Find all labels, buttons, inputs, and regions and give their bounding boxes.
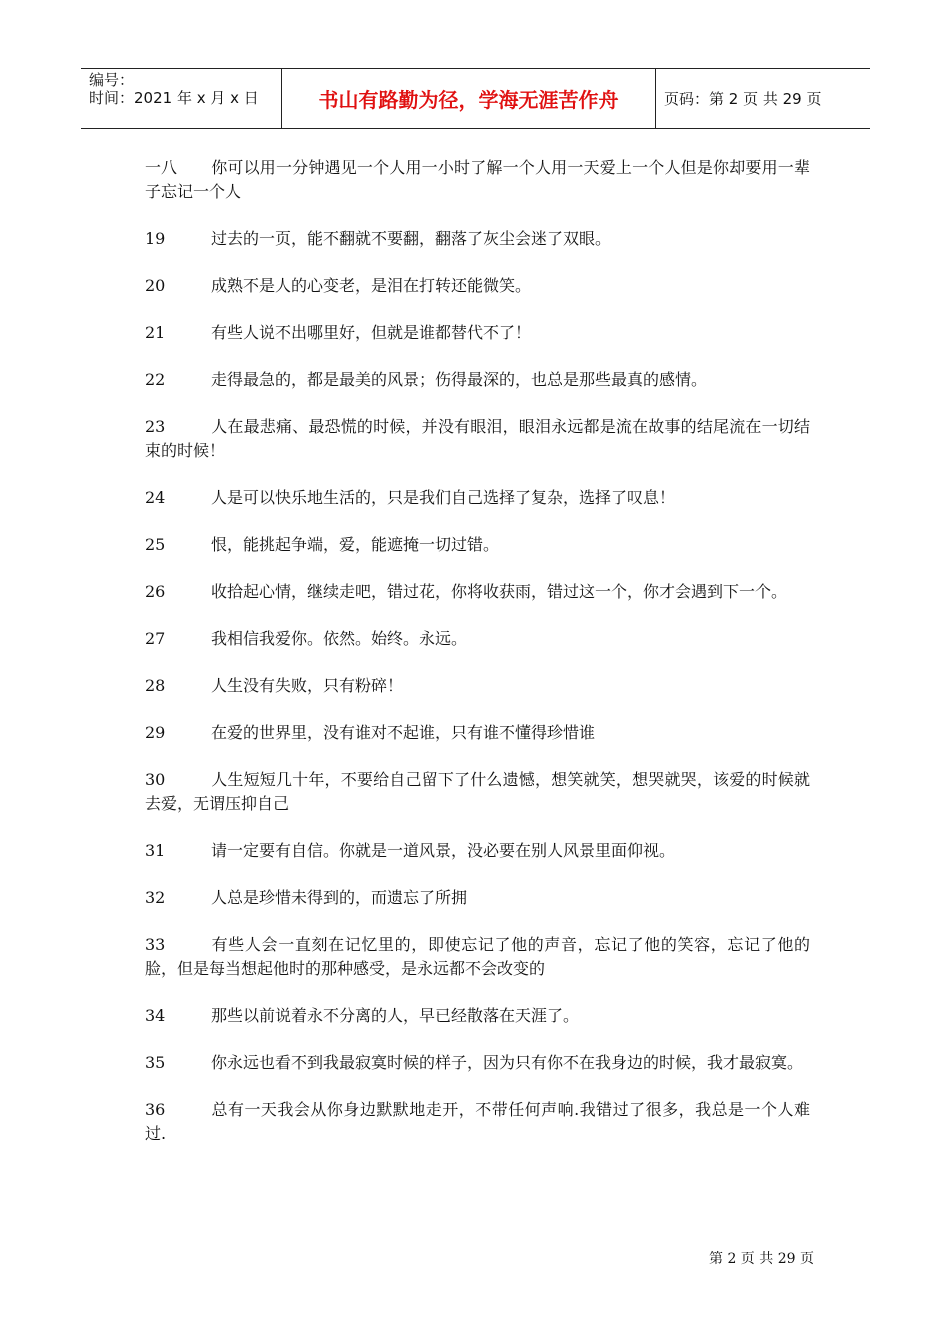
entry-text: 你永远也看不到我最寂寞时候的样子，因为只有你不在我身边的时候，我才最寂寞。 xyxy=(211,1053,804,1072)
entry-number: 20 xyxy=(145,276,166,295)
list-item xyxy=(145,627,810,651)
entry-number: 35 xyxy=(145,1053,166,1072)
list-item xyxy=(145,1051,810,1075)
entry-number: 24 xyxy=(145,488,166,507)
list-item xyxy=(145,486,810,510)
entry-text: 恨，能挑起争端，爱，能遮掩一切过错。 xyxy=(211,535,500,554)
entry-text: 人在最悲痛、最恐慌的时候，并没有眼泪，眼泪永远都是流在故事的结尾流在一切结束的时候！ xyxy=(145,417,810,460)
entry-number: 19 xyxy=(145,229,166,248)
list-item xyxy=(145,156,810,204)
entry-text: 走得最急的，都是最美的风景；伤得最深的，也总是那些最真的感情。 xyxy=(211,370,708,389)
entry-text: 我相信我爱你。依然。始终。永远。 xyxy=(211,629,468,648)
list-item xyxy=(145,768,810,816)
entry-text: 过去的一页，能不翻就不要翻，翻落了灰尘会迷了双眼。 xyxy=(211,229,612,248)
entry-number: 31 xyxy=(145,841,166,860)
entry-number: 25 xyxy=(145,535,166,554)
list-item xyxy=(145,933,810,981)
entry-number: 30 xyxy=(145,770,166,789)
entry-number: 36 xyxy=(145,1100,166,1119)
entry-number: 23 xyxy=(145,417,166,436)
list-item xyxy=(145,227,810,251)
header-page-number: 页码：第 2 页 共 29 页 xyxy=(664,90,822,108)
entry-number: 26 xyxy=(145,582,166,601)
list-item xyxy=(145,886,810,910)
entry-text: 人生短短几十年，不要给自己留下了什么遗憾，想笑就笑，想哭就哭，该爱的时候就去爱，无谓压抑自己 xyxy=(145,770,810,813)
entry-text: 人生没有失败，只有粉碎！ xyxy=(211,676,404,695)
list-item xyxy=(145,368,810,392)
document-number-label: 编号： xyxy=(89,71,135,89)
list-item xyxy=(145,721,810,745)
entry-number: 33 xyxy=(145,935,166,954)
entry-number: 29 xyxy=(145,723,166,742)
header-meta xyxy=(81,69,282,128)
footer-page-number: 第 2 页 共 29 页 xyxy=(709,1251,814,1267)
list-item xyxy=(145,1004,810,1028)
entry-number: 34 xyxy=(145,1006,166,1025)
entry-number: 22 xyxy=(145,370,166,389)
entry-text: 人总是珍惜未得到的，而遗忘了所拥 xyxy=(211,888,468,907)
entry-number: 28 xyxy=(145,676,166,695)
entry-number: 21 xyxy=(145,323,166,342)
list-item xyxy=(145,274,810,298)
entry-text: 有些人说不出哪里好，但就是谁都替代不了！ xyxy=(211,323,532,342)
entry-text: 在爱的世界里，没有谁对不起谁，只有谁不懂得珍惜谁 xyxy=(211,723,596,742)
entry-text: 那些以前说着永不分离的人，早已经散落在天涯了。 xyxy=(211,1006,580,1025)
list-item xyxy=(145,321,810,345)
list-item xyxy=(145,533,810,557)
entry-number: 32 xyxy=(145,888,166,907)
entry-text: 你可以用一分钟遇见一个人用一小时了解一个人用一天爱上一个人但是你却要用一辈子忘记一个人 xyxy=(145,158,810,201)
entry-number: 27 xyxy=(145,629,166,648)
document-date-label: 时间：2021 年 x 月 x 日 xyxy=(89,89,259,107)
header-motto: 书山有路勤为径，学海无涯苦作舟 xyxy=(282,69,656,128)
page-header xyxy=(81,68,870,129)
entry-text: 有些人会一直刻在记忆里的，即使忘记了他的声音，忘记了他的笑容，忘记了他的脸，但是每当想起他时的那种感受，是永远都不会改变的 xyxy=(145,935,810,978)
entry-text: 成熟不是人的心变老，是泪在打转还能微笑。 xyxy=(211,276,532,295)
entry-text: 收拾起心情，继续走吧，错过花，你将收获雨，错过这一个，你才会遇到下一个。 xyxy=(211,582,788,601)
entry-text: 人是可以快乐地生活的，只是我们自己选择了复杂，选择了叹息！ xyxy=(211,488,676,507)
quote-list xyxy=(145,156,810,1169)
list-item xyxy=(145,580,810,604)
entry-text: 请一定要有自信。你就是一道风景，没必要在别人风景里面仰视。 xyxy=(211,841,676,860)
list-item xyxy=(145,1098,810,1146)
list-item xyxy=(145,839,810,863)
list-item xyxy=(145,674,810,698)
list-item xyxy=(145,415,810,463)
entry-text: 总有一天我会从你身边默默地走开，不带任何声响.我错过了很多，我总是一个人难过. xyxy=(145,1100,810,1143)
entry-number: 一八 xyxy=(145,158,178,177)
